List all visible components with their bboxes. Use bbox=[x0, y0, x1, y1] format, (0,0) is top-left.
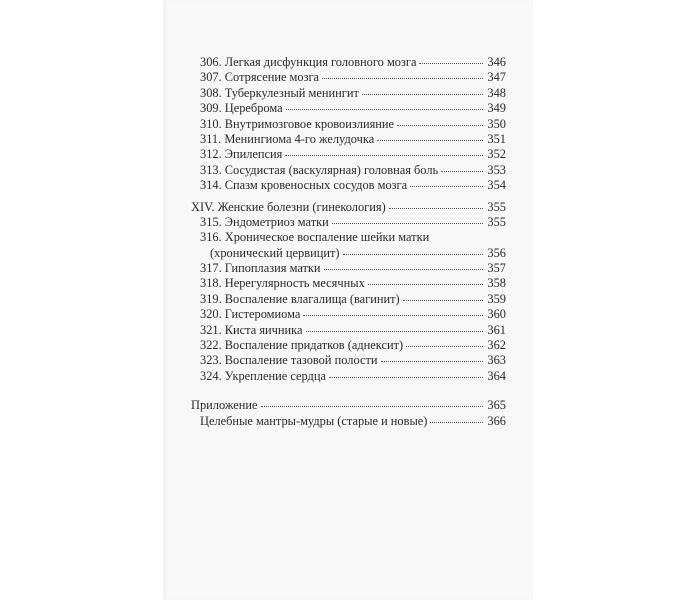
toc-entry-title: 322. Воспаление придатков (аднексит) bbox=[200, 338, 404, 353]
toc-entry-title: (хронический цервицит) bbox=[210, 245, 340, 260]
dot-leader bbox=[329, 367, 483, 378]
dot-leader bbox=[389, 198, 483, 209]
dot-leader bbox=[324, 259, 483, 270]
dot-leader bbox=[286, 99, 483, 110]
toc-entry-page: 363 bbox=[487, 353, 506, 368]
toc-entry-title: XIV. Женские болезни (гинекология) bbox=[191, 199, 386, 214]
toc-entry-title: 308. Туберкулезный менингит bbox=[200, 85, 359, 100]
toc-entry-title: 310. Внутримозговое кровоизлияние bbox=[200, 116, 395, 131]
toc-entry bbox=[191, 178, 506, 193]
toc-entry-title: 309. Цереброма bbox=[200, 101, 283, 116]
dot-leader bbox=[306, 321, 484, 332]
table-of-contents bbox=[191, 55, 506, 429]
toc-entry-title: Приложение bbox=[191, 398, 258, 413]
toc-entry-title: 321. Киста яичника bbox=[200, 322, 303, 337]
toc-entry-title: 316. Хроническое воспаление шейки матки bbox=[200, 230, 430, 245]
toc-entry-page: 352 bbox=[487, 147, 506, 162]
toc-entry-page: 364 bbox=[487, 368, 506, 383]
toc-entry-title: 323. Воспаление тазовой полости bbox=[200, 353, 378, 368]
dot-leader bbox=[332, 213, 483, 224]
toc-entry-page: 353 bbox=[487, 162, 506, 177]
toc-entry-page: 360 bbox=[487, 307, 506, 322]
dot-leader bbox=[362, 84, 483, 95]
toc-entry-title: 324. Укрепление сердца bbox=[200, 368, 326, 383]
toc-entry-title: 320. Гистеромиома bbox=[200, 307, 301, 322]
toc-entry-title: 313. Сосудистая (васкулярная) головная боль bbox=[200, 162, 439, 177]
toc-entry-page: 359 bbox=[487, 291, 506, 306]
toc-entry-page: 365 bbox=[487, 398, 506, 413]
dot-leader bbox=[410, 176, 483, 187]
toc-entry-page: 346 bbox=[487, 55, 506, 69]
dot-leader bbox=[403, 290, 483, 301]
toc-entry-title: 307. Сотрясение мозга bbox=[200, 70, 320, 85]
dot-leader bbox=[419, 53, 483, 64]
toc-entry-title: 319. Воспаление влагалища (вагинит) bbox=[200, 291, 400, 306]
dot-leader bbox=[343, 244, 483, 255]
toc-entry-page: 350 bbox=[487, 116, 506, 131]
dot-leader bbox=[381, 351, 484, 362]
dot-leader bbox=[303, 305, 483, 316]
toc-entry-page: 361 bbox=[487, 322, 506, 337]
toc-entry-title: Целебные мантры-мудры (старые и новые) bbox=[200, 413, 428, 428]
toc-entry-page: 355 bbox=[487, 199, 506, 214]
toc-entry bbox=[191, 215, 506, 230]
toc-entry-title: 318. Нерегулярность месячных bbox=[200, 276, 365, 291]
dot-leader bbox=[406, 336, 483, 347]
toc-entry-title: 311. Менингиома 4-го желудочка bbox=[200, 131, 375, 146]
toc-entry-page: 355 bbox=[487, 214, 506, 229]
toc-entry-title: 312. Эпилепсия bbox=[200, 147, 283, 162]
toc-entry-title: 315. Эндометриоз матки bbox=[200, 214, 329, 229]
toc-entry-page: 356 bbox=[487, 245, 506, 260]
toc-entry bbox=[191, 414, 506, 429]
toc-entry-title: 314. Спазм кровеносных сосудов мозга bbox=[200, 178, 408, 193]
dot-leader bbox=[285, 145, 483, 156]
toc-entry-page: 351 bbox=[487, 131, 506, 146]
toc-entry-title: 317. Гипоплазия матки bbox=[200, 261, 321, 276]
dot-leader bbox=[397, 115, 483, 126]
toc-entry-page: 358 bbox=[487, 276, 506, 291]
dot-leader bbox=[377, 130, 483, 141]
dot-leader bbox=[368, 274, 483, 285]
toc-entry-page: 348 bbox=[487, 85, 506, 100]
dot-leader bbox=[430, 412, 483, 423]
toc-entry-page: 349 bbox=[487, 101, 506, 116]
toc-entry-title: 306. Легкая дисфункция головного мозга bbox=[200, 55, 417, 69]
toc-entry-page: 366 bbox=[487, 413, 506, 428]
toc-entry-page: 354 bbox=[487, 178, 506, 193]
toc-entry-page: 357 bbox=[487, 261, 506, 276]
dot-leader bbox=[441, 161, 483, 172]
toc-entry-page: 347 bbox=[487, 70, 506, 85]
toc-entry bbox=[191, 369, 506, 384]
dot-leader bbox=[261, 396, 483, 407]
dot-leader bbox=[322, 68, 483, 79]
toc-entry-page: 362 bbox=[487, 338, 506, 353]
